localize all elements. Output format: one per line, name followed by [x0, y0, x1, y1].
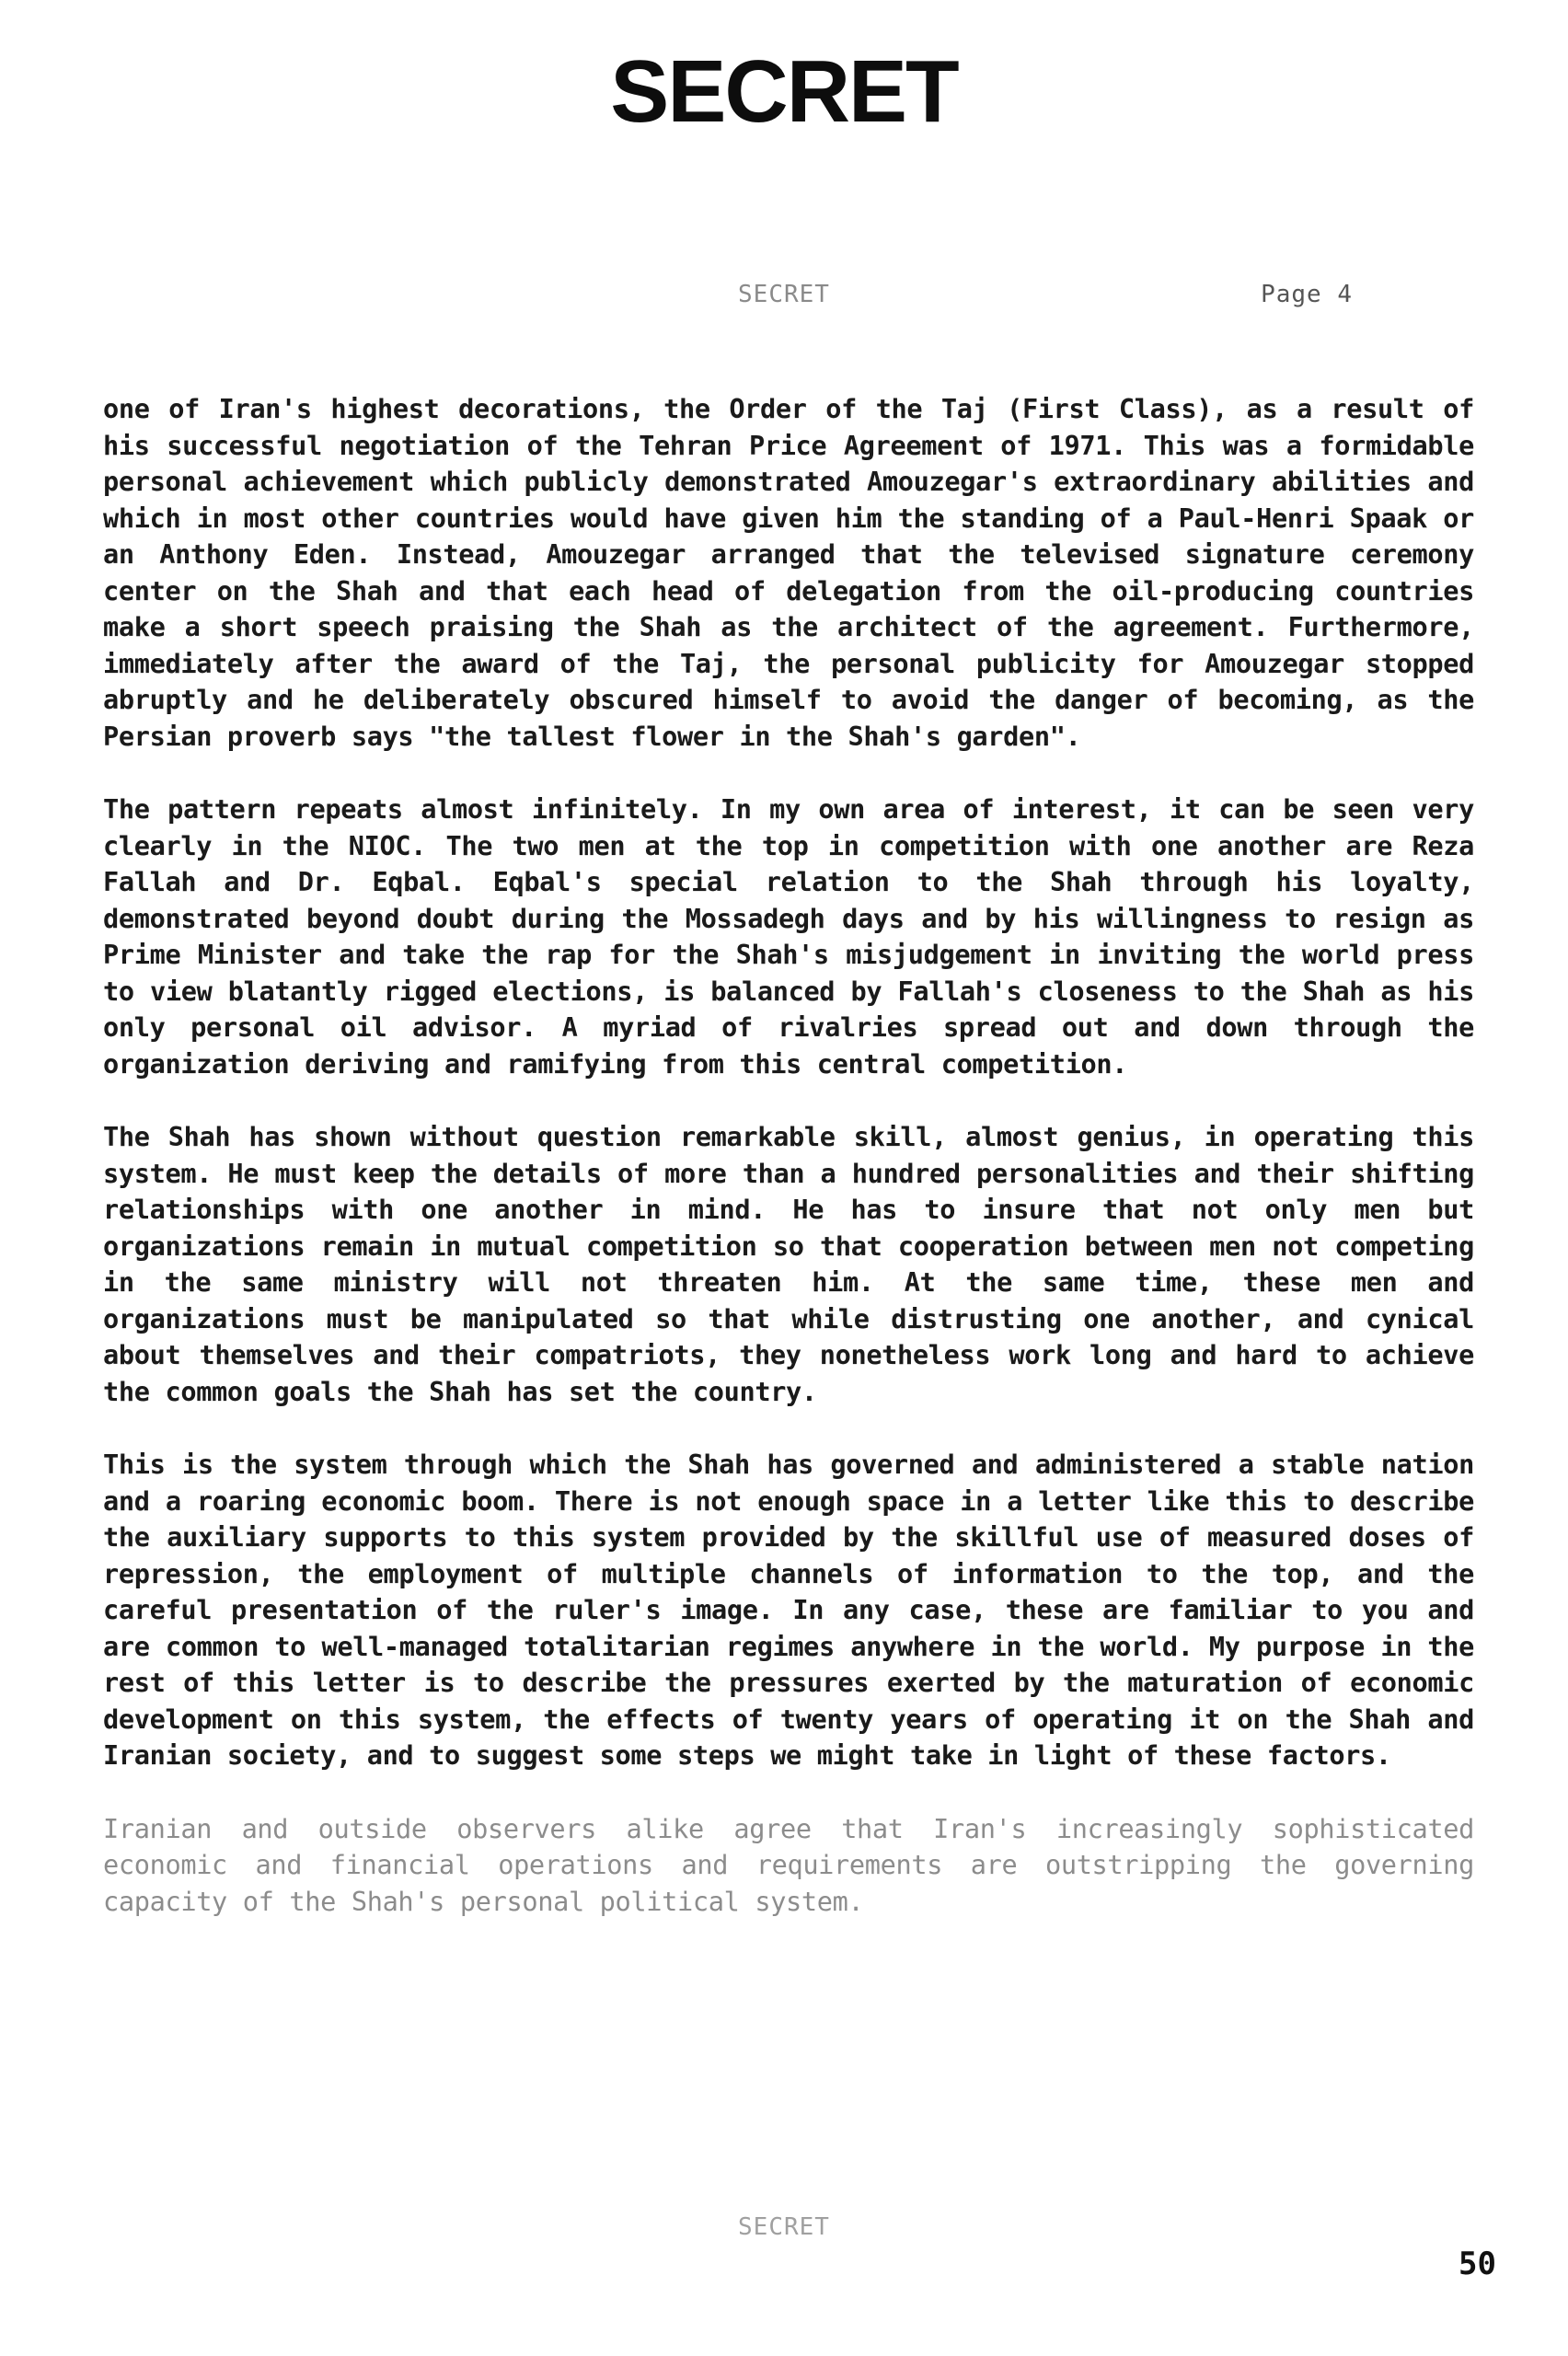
- paragraph-4: This is the system through which the Shah has governed and administered a stable nation and a roaring economic boom. There is not enough space in a letter like this to describe the auxiliary supports to this system provided by the skillful use of measured doses of repression, the employment of multiple channels of information to the top, and the careful presentation of the ruler's image. In any case, these are familiar to you and are common to well-managed totalitarian regimes anywhere in the world. My purpose in the rest of this letter is to describe the pressures exerted by the maturation of economic development on this system, the effects of twenty years of operating it on the Shah and Iranian society, and to suggest some steps we might take in light of these factors.: [103, 1449, 1474, 1771]
- paragraph-5: Iranian and outside observers alike agree that Iran's increasingly sophisticated economic and financial operations and requirements are outstripping the governing capacity of the Shah's personal political system.: [103, 1812, 1474, 1917]
- header-page-label: Page 4: [1261, 281, 1353, 308]
- page-number: 50: [1458, 2246, 1496, 2282]
- letter-body: [103, 391, 1474, 1957]
- classification-stamp: SECRET: [610, 42, 958, 141]
- header-classification: SECRET: [738, 281, 830, 308]
- paragraph-1: one of Iran's highest decorations, the Order of the Taj (First Class), as a result of his successful negotiation of the Tehran Price Agreement of 1971. This was a formidable personal achievement which publicly demonstrated Amouzegar's extraordinary abilities and which in most other countries would have given him the standing of a Paul-Henri Spaak or an Anthony Eden. Instead, Amouzegar arranged that the televised signature ceremony center on the Shah and that each head of delegation from the oil-producing countries make a short speech praising the Shah as the architect of the agreement. Furthermore, immediately after the award of the Taj, the personal publicity for Amouzegar stopped abruptly and he deliberately obscured himself to avoid the danger of becoming, as the Persian proverb says "the tallest flower in the Shah's garden".: [103, 393, 1474, 752]
- footer-classification: SECRET: [738, 2213, 830, 2241]
- paragraph-3: The Shah has shown without question remarkable skill, almost genius, in operating this system. He must keep the details of more than a hundred personalities and their shifting relationships with one another in mind. He has to insure that not only men but organizations remain in mutual competition so that cooperation between men not competing in the same ministry will not threaten him. At the same time, these men and organizations must be manipulated so that while distrusting one another, and cynical about themselves and their compatriots, they nonetheless work long and hard to achieve the common goals the Shah has set the country.: [103, 1121, 1474, 1407]
- paragraph-2: The pattern repeats almost infinitely. In my own area of interest, it can be seen very clearly in the NIOC. The two men at the top in competition with one another are Reza Fallah and Dr. Eqbal. Eqbal's special relation to the Shah through his loyalty, demonstrated beyond doubt during the Mossadegh days and by his willingness to resign as Prime Minister and take the rap for the Shah's misjudgement in inviting the world press to view blatantly rigged elections, is balanced by Fallah's closeness to the Shah as his only personal oil advisor. A myriad of rivalries spread out and down through the organization deriving and ramifying from this central competition.: [103, 793, 1474, 1080]
